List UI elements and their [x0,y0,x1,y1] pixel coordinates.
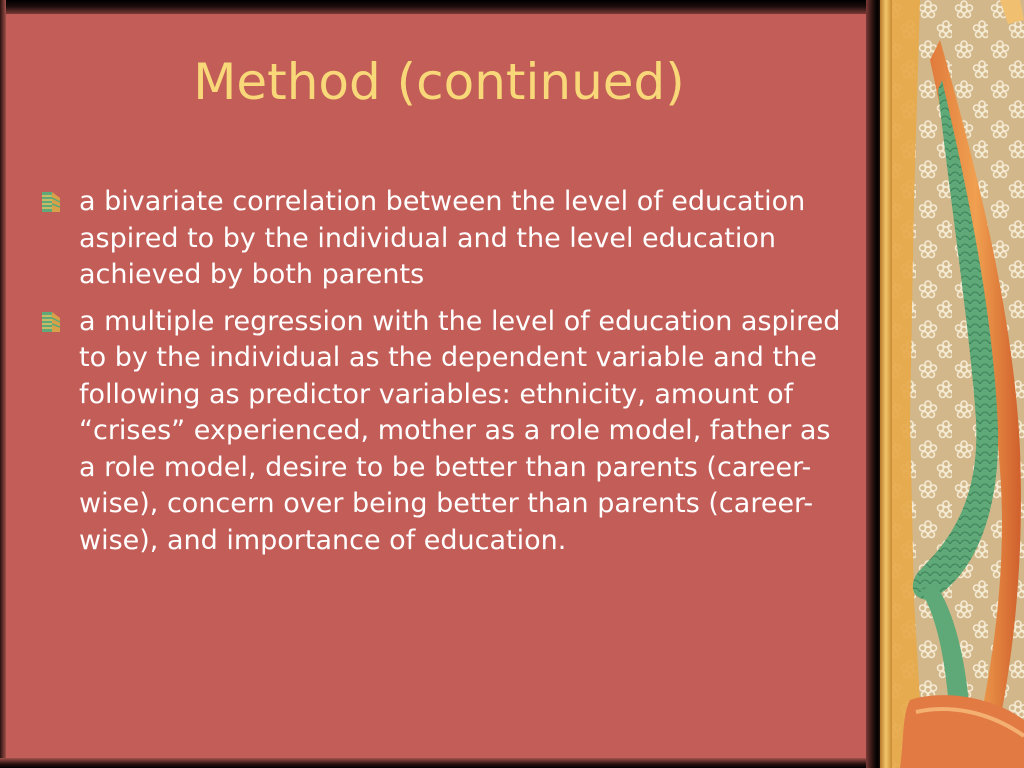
slide-title: Method (continued) [193,53,685,111]
bullet-list [40,184,852,569]
bottom-border [0,758,880,768]
left-border [0,0,6,768]
bullet-item [40,304,852,560]
bullet-text: a multiple regression with the level of education aspired to by the individual as the dependent variable and the following as predictor variables: ethnicity, amount of “crises” experienced, mother as a role model, father as a role model, desire to be better than parents (career-wise), concern over being better than parents (career-wise), and importance of education. [79,305,841,556]
bullet-text: a bivariate correlation between the level of education aspired to by the individual and the level education achieved by both parents [79,186,806,290]
striped-leaf-bullet-icon [40,310,62,334]
bullet-item [40,184,852,294]
top-border [0,0,880,14]
striped-leaf-bullet-icon [40,190,62,214]
decorative-side-panel [880,0,1024,768]
